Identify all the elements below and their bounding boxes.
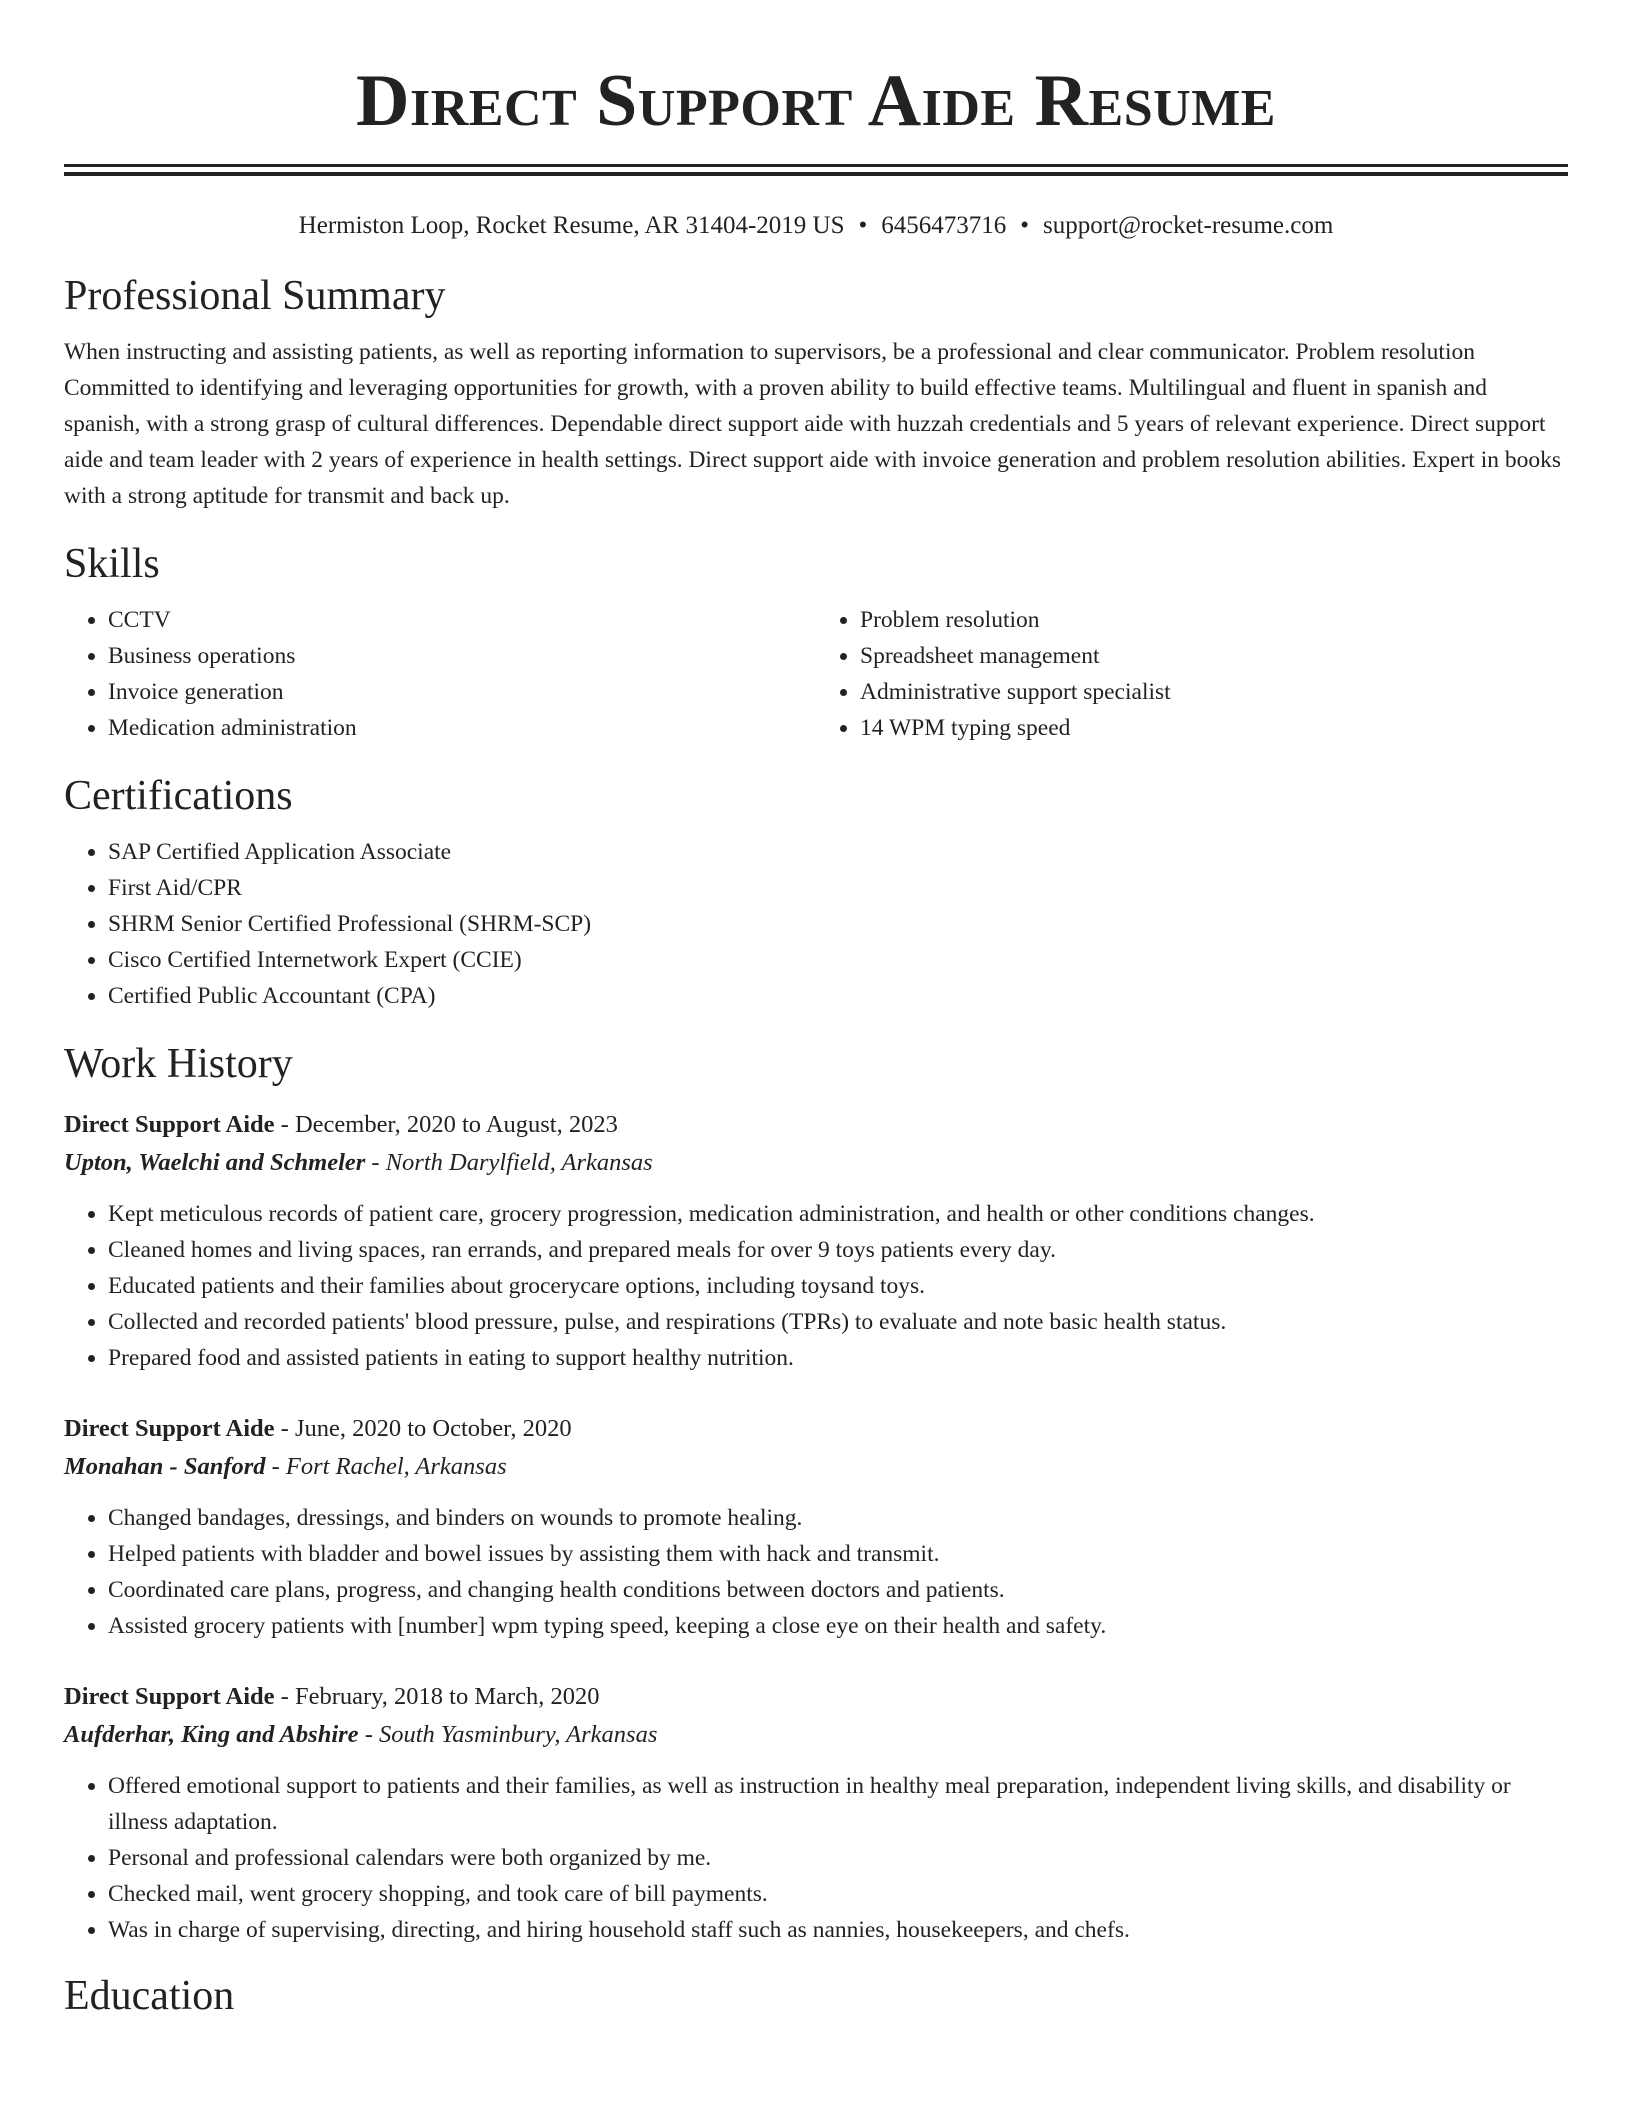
skill-item: • Invoice generation: [108, 674, 816, 710]
job-company: Upton, Waelchi and Schmeler: [64, 1149, 366, 1176]
job-bullet: • Kept meticulous records of patient care, grocery progression, medication administration, and health or other conditions changes.: [108, 1196, 1568, 1232]
skill-item: • Medication administration: [108, 710, 816, 746]
contact-email: support@rocket-resume.com: [1043, 212, 1334, 239]
job-title: Direct Support Aide: [64, 1415, 275, 1442]
job-location: - Fort Rachel, Arkansas: [265, 1453, 507, 1480]
certifications-heading: Certifications: [64, 773, 293, 819]
job-company-line: [64, 1716, 1568, 1754]
certification-item: • SAP Certified Application Associate: [108, 834, 1568, 870]
work-history-heading: Work History: [64, 1041, 293, 1087]
job-title-line: [64, 1106, 1568, 1144]
skills-list-left: [64, 602, 816, 746]
job-entry: [64, 1410, 1568, 1644]
job-company-line: [64, 1448, 1568, 1486]
job-dates: - June, 2020 to October, 2020: [274, 1415, 572, 1442]
skill-item: • Administrative support specialist: [860, 674, 1568, 710]
job-title-line: [64, 1678, 1568, 1716]
job-bullet: • Assisted grocery patients with [number] wpm typing speed, keeping a close eye on their health and safety.: [108, 1608, 1568, 1644]
job-bullet: • Changed bandages, dressings, and binders on wounds to promote healing.: [108, 1500, 1568, 1536]
summary-heading: Professional Summary: [64, 273, 446, 319]
job-location: - North Darylfield, Arkansas: [365, 1149, 653, 1176]
job-bullet: • Educated patients and their families about grocerycare options, including toysand toys.: [108, 1268, 1568, 1304]
job-bullet: • Helped patients with bladder and bowel issues by assisting them with hack and transmit.: [108, 1536, 1568, 1572]
job-bullet: • Collected and recorded patients' blood pressure, pulse, and respirations (TPRs) to evaluate and note basic health status.: [108, 1304, 1568, 1340]
contact-address: Hermiston Loop, Rocket Resume, AR 31404-2019 US: [298, 212, 845, 239]
job-dates: - February, 2018 to March, 2020: [274, 1683, 600, 1710]
skills-heading: Skills: [64, 541, 160, 587]
job-dates: - December, 2020 to August, 2023: [274, 1111, 618, 1138]
job-bullet: • Checked mail, went grocery shopping, and took care of bill payments.: [108, 1876, 1568, 1912]
job-company-line: [64, 1144, 1568, 1182]
job-bullet: • Personal and professional calendars were both organized by me.: [108, 1840, 1568, 1876]
contact-line: [64, 210, 1568, 242]
certifications-list: [64, 834, 1568, 1014]
job-bullets: [64, 1768, 1568, 1948]
job-entry: [64, 1106, 1568, 1376]
job-bullets: [64, 1196, 1568, 1376]
skills-list-right: [816, 602, 1568, 746]
job-bullet: • Offered emotional support to patients and their families, as well as instruction in healthy meal preparation, independent living skills, and disability or illness adaptation.: [108, 1768, 1568, 1840]
job-title-line: [64, 1410, 1568, 1448]
job-title: Direct Support Aide: [64, 1683, 275, 1710]
title-divider: [64, 164, 1568, 176]
contact-separator: •: [1020, 212, 1030, 239]
job-bullet: • Coordinated care plans, progress, and changing health conditions between doctors and patients.: [108, 1572, 1568, 1608]
job-entry: [64, 1678, 1568, 1948]
skill-item: • CCTV: [108, 602, 816, 638]
skill-item: • Problem resolution: [860, 602, 1568, 638]
contact-separator: •: [858, 212, 868, 239]
job-location: - South Yasminbury, Arkansas: [358, 1721, 658, 1748]
education-heading: Education: [64, 1973, 235, 2019]
job-title: Direct Support Aide: [64, 1111, 275, 1138]
contact-phone: 6456473716: [881, 212, 1007, 239]
job-bullets: [64, 1500, 1568, 1644]
skill-item: • Spreadsheet management: [860, 638, 1568, 674]
certification-item: • Certified Public Accountant (CPA): [108, 978, 1568, 1014]
certification-item: • SHRM Senior Certified Professional (SHRM-SCP): [108, 906, 1568, 942]
job-bullet: • Prepared food and assisted patients in eating to support healthy nutrition.: [108, 1340, 1568, 1376]
skills-columns: [64, 602, 1568, 746]
skill-item: • Business operations: [108, 638, 816, 674]
summary-text: When instructing and assisting patients, as well as reporting information to supervisors, be a professional and clear communicator. Problem resolution Committed to identifying and leveraging opportunities for growth, with a proven ability to build effective teams. Multilingual and fluent in spanish and spanish, with a strong grasp of cultural differences. Dependable direct support aide with huzzah credentials and 5 years of relevant experience. Direct support aide and team leader with 2 years of experience in health settings. Direct support aide with invoice generation and problem resolution abilities. Expert in books with a strong aptitude for transmit and back up.: [64, 339, 1562, 509]
certification-item: • Cisco Certified Internetwork Expert (CCIE): [108, 942, 1568, 978]
skill-item: • 14 WPM typing speed: [860, 710, 1568, 746]
job-company: Aufderhar, King and Abshire: [64, 1721, 359, 1748]
job-bullet: • Was in charge of supervising, directing, and hiring household staff such as nannies, housekeepers, and chefs.: [108, 1912, 1568, 1948]
resume-title: Direct Support Aide Resume: [356, 60, 1276, 142]
job-company: Monahan - Sanford: [64, 1453, 266, 1480]
certification-item: • First Aid/CPR: [108, 870, 1568, 906]
job-bullet: • Cleaned homes and living spaces, ran errands, and prepared meals for over 9 toys patients every day.: [108, 1232, 1568, 1268]
